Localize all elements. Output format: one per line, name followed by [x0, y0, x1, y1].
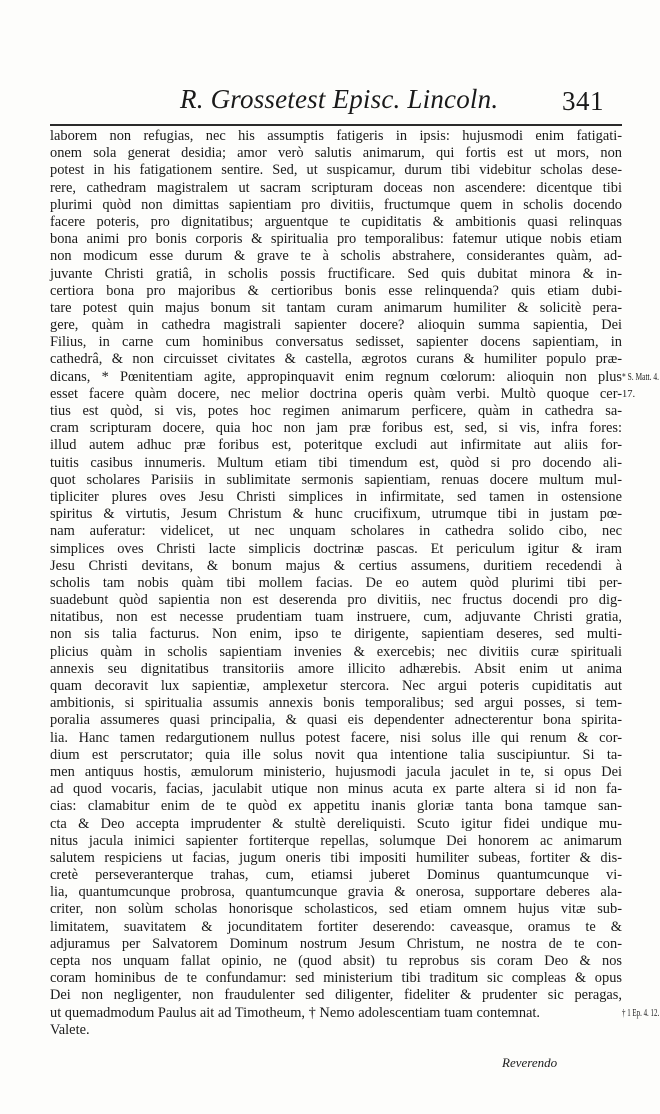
text-line: potest in his fatigationem sentire. Sed, ut suspicamur, durum tibi videbitur scholas dese-: [50, 162, 622, 179]
text-line: rere, cathedram magistralem ut sacram scripturam doceas non ascendere: dicentque tibi: [50, 179, 622, 196]
text-line: plicius quàm in scholis sapientiam invenies & exercebis; nec divitiis curæ spirituali: [50, 643, 622, 660]
text-line: cretè perseveranterque trahas, cum, etiamsi juberet Dominus quantumcunque vi-: [50, 867, 622, 884]
text-line: simplices oves Christi lacte simplicis doctrinæ pascas. Et periculum igitur & iram: [50, 540, 622, 557]
text-line: lia, quantumcunque probrosa, quantumcunque gravia & onerosa, supportare deberes ala-: [50, 884, 622, 901]
catchword: Reverendo: [502, 1055, 558, 1070]
text-line: adjuramus per Salvatorem Dominum nostrum Jesum Christum, ne nostra de te con-: [50, 935, 622, 952]
text-line: annexis seu dignitatibus transitoriis amore illicito adhærebis. Absit enim ut anima: [50, 660, 622, 677]
running-title: R. Grossetest Episc. Lincoln.: [180, 84, 499, 114]
text-line: tuitis casibus innumeris. Multum etiam tibi timendum est, quòd si pro docendo ali-: [50, 454, 622, 471]
text-line: tius est quòd, si vis, potes hoc regimen animarum perficere, quàm in cathedra sa-: [50, 403, 622, 419]
text-line: cram scripturam docere, quia hoc non jam præ foribus est, sed, si vis, infra fores:: [50, 420, 622, 437]
text-line: non sis talia facturus. Non enim, ipso te dirigente, sapientiam deseres, sed multi-: [50, 626, 622, 643]
text-line: ambitionis, si spiritualia assumis annexis bonis temporalibus; sed argui posses, si tem-: [50, 695, 622, 712]
text-line: dium est perscrutator; quia ille solus novit qua intentione talia suscipiuntur. Si ta-: [50, 746, 622, 763]
text-line: nitatibus, non est necesse prudentiam tuam instruere, cum, adjuvante Christi gratia,: [50, 609, 622, 626]
text-line: illud autem adhuc præ foribus est, poteritque excludi aut infirmitate aut aliis for-: [50, 437, 622, 454]
text-line: Dei non negligenter, non fraudulenter sed diligenter, fideliter & prudenter sic peragas,: [50, 987, 622, 1004]
text-line: criter, non solùm scholas honorisque scholasticos, sed etiam omnem hujus vitæ sub-: [50, 901, 622, 918]
text-line: Jesu Christi devitans, & bonum majus & certius assumens, duritiem recedendi à: [50, 557, 622, 574]
text-line: tipliciter plures oves Jesu Christi simplices in infirmitate, sed tamen in ostensione: [50, 488, 622, 505]
running-head: [50, 78, 616, 118]
text-line: lia. Hanc tamen redargutionem nullus potest facere, nisi solus ille qui renum & cor-: [50, 729, 622, 746]
text-line: quot scholares Parisiis in sublimitate sermonis sapientiam, renuas docere multum mul-: [50, 471, 622, 488]
margin-note: † 1 Ep. 4. 12.: [622, 1008, 660, 1020]
text-line: coram hominibus de te confundamur: sed ministerium tibi traditum sic compleas & opus: [50, 970, 622, 987]
text-line: spiritus & virtutis, Jesum Christum & hunc crucifixum, utrumque tibi in justam pœ-: [50, 506, 622, 523]
text-line: scholis tam nobis quàm tibi mollem facias. De eo autem quòd plurimi tibi per-: [50, 574, 622, 591]
text-line: Valete.: [50, 1021, 90, 1038]
text-line: nam auferatur: videlicet, ut nec unquam scholares in cathedra solido cibo, nec: [50, 523, 622, 540]
text-line: cta & Deo accepta imprudenter & stultè dereliquisti. Scuto igitur fidei undique mu-: [50, 815, 622, 832]
text-line: juvante Christi gratiâ, in scholis possis fructificare. Sed quis dubitat minora & in-: [50, 265, 622, 282]
text-line: nitus jacula inimici sapienter fortiterque repellas, solumque Dei honorem ac animarum: [50, 832, 622, 849]
text-line: facere poteris, pro dignitatibus; arguentque te cupiditatis & ambitionis quasi relinquas: [50, 213, 622, 230]
text-line: certiora bona pro majoribus & certioribus bonis esse relinquenda? quis etiam dubi-: [50, 282, 622, 299]
text-line: cepta nos unquam fallat opinio, ne (quod absit) tu reprobus sis coram Deo & nos: [50, 953, 622, 969]
text-line: men antiquus hostis, æmulorum ministerio, hujusmodi jacula jaculet in te, si opus Dei: [50, 763, 622, 780]
text-line: esset facere quàm docere, nec melior doctrina operis quàm verbi. Multò quoque cer-: [50, 385, 622, 402]
text-line: cias: clamabitur enim de te quòd ex appetitu inanis gloriæ tanta bona tamque san-: [50, 798, 622, 815]
text-line: dicans, * Pœnitentiam agite, appropinquavit enim regnum cœlorum: alioquin non plus: [50, 368, 622, 385]
body-text: [50, 128, 622, 1039]
text-line: tare potest quin majus bonum sit tantam curam animarum humiliter & solicitè pera-: [50, 299, 622, 316]
text-line: gere, quàm in cathedra magistrali sapienter docere? alioquin summa sapientia, Dei: [50, 317, 622, 334]
text-line: ad quod vocaris, facias, jaculabit utique non minus acuta ex parte altera si id non fa-: [50, 781, 622, 798]
text-line: bona animi pro bonis corporis & spiritualia pro temporalibus: fatemur utique nobis etiam: [50, 231, 622, 248]
text-line: plurimi quòd non dimittas sapientiam pro divitiis, fructumque quem in scholis docendo: [50, 196, 622, 213]
text-line: salutem respiciens ut facias, jugum oneris tibi impositi humiliter subeas, fortiter & dis-: [50, 849, 622, 866]
text-line: cathedrâ, & non circuisset civitates & castella, ægrotos curans & humiliter populo præ-: [50, 351, 622, 368]
text-line: suadebunt quòd sapientia non est deserenda pro divitiis, nec fructus docendi pro dig-: [50, 592, 622, 609]
text-line: ut quemadmodum Paulus ait ad Timotheum, † Nemo adolescentiam tuam contemnat.: [50, 1004, 541, 1021]
text-line: onem sola generat desidia; amor verò salutis animarum, qui fortis est ut mors, non: [50, 145, 622, 162]
margin-note: 17.: [622, 389, 636, 400]
margin-note: * S. Matt. 4.: [622, 371, 659, 383]
text-line: poralia assumeres quasi principalia, & quasi eis dependenter adnecterentur bona spirita-: [50, 712, 622, 729]
text-line: limitatem, suavitatem & jocunditatem fortiter deserendo: caveasque, oramus te &: [50, 918, 622, 935]
header-rule: [50, 124, 622, 126]
text-line: Filius, in carne cum hominibus conversatus sedisset, sapienter docens sapientiam, in: [50, 334, 622, 351]
text-line: laborem non refugias, nec his assumptis fatigeris in ipsis: hujusmodi enim fatigati-: [50, 128, 622, 144]
page-number: 341: [562, 86, 604, 116]
text-line: non modicum esse durum & grave te à scholis abstrahere, considerantes quàm, ad-: [50, 248, 622, 265]
text-line: quam decoravit lux sapientiæ, amplexetur stercora. Nec argui poteris cupiditatis aut: [50, 678, 622, 694]
